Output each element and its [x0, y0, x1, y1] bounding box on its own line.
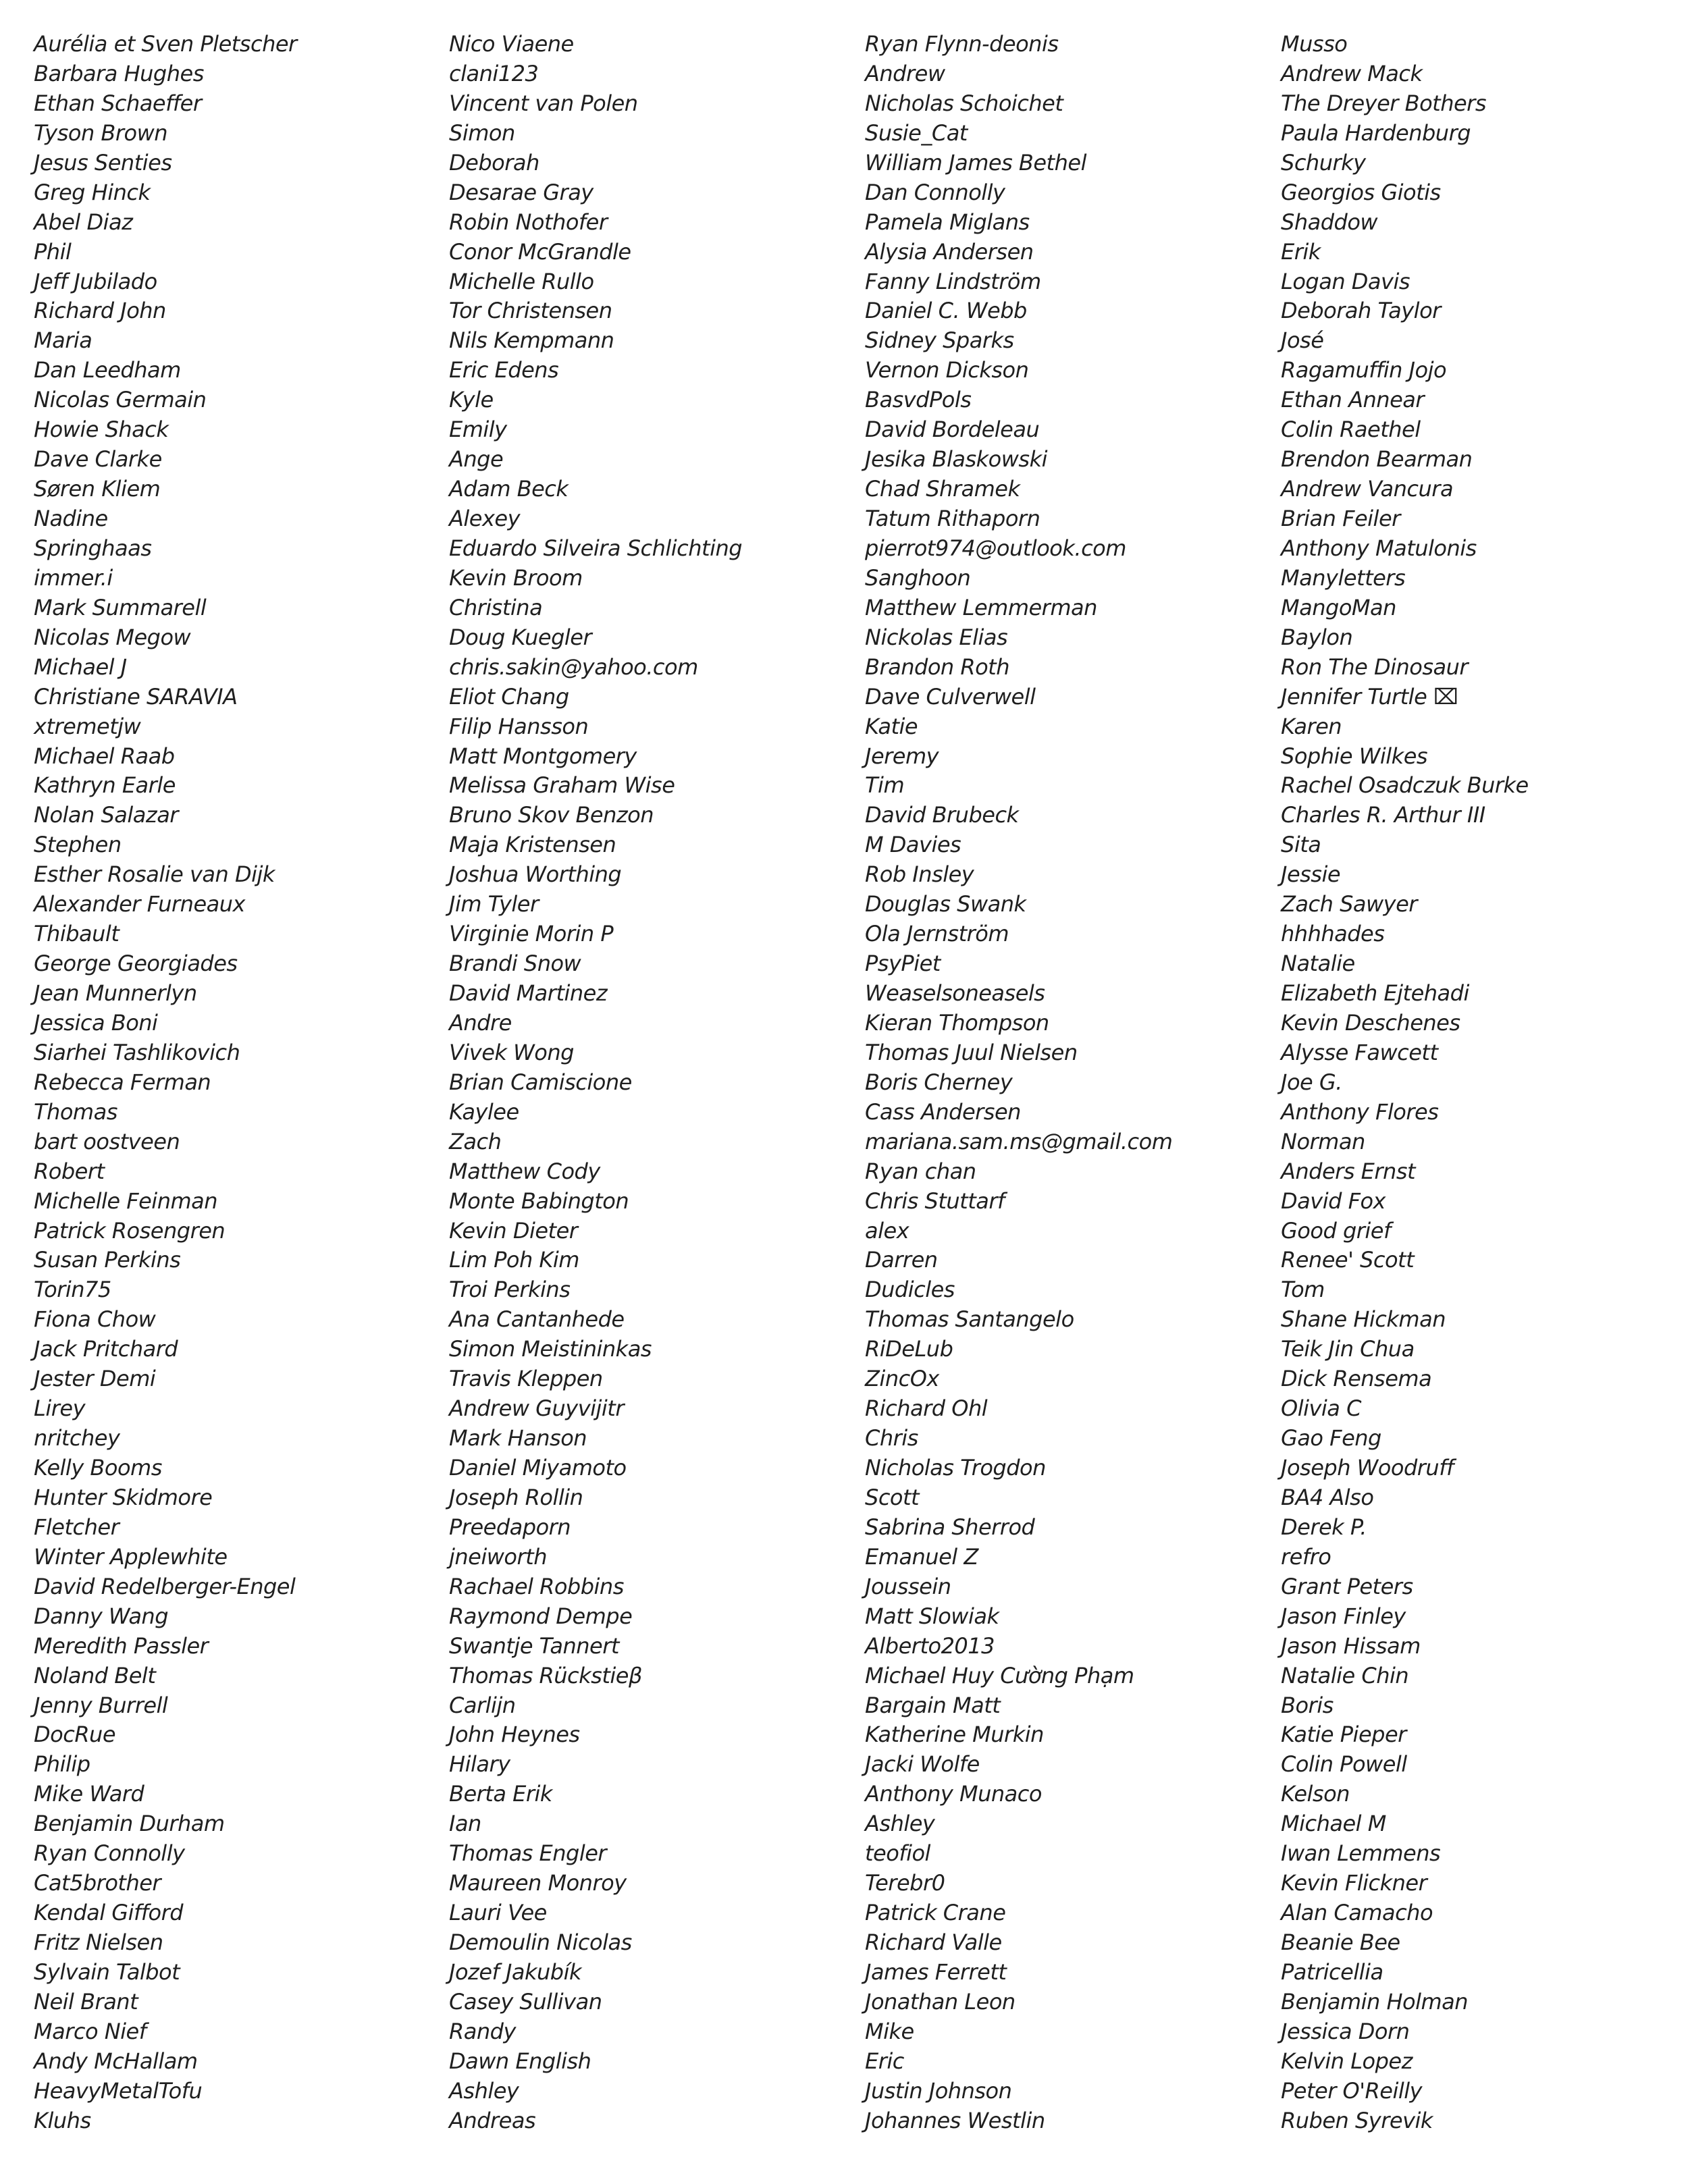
name-list-item: Marco Nief — [34, 2018, 147, 2044]
name-list-item: Springhaas — [34, 535, 152, 561]
name-list-item: Phil — [34, 238, 72, 265]
name-list-item: Ron The Dinosaur — [1281, 654, 1469, 680]
name-list-item: Fanny Lindström — [865, 268, 1041, 294]
name-list-item: Zach Sawyer — [1281, 891, 1417, 917]
name-list-item: Anthony Flores — [1281, 1098, 1439, 1125]
name-list-item: Richard John — [34, 298, 166, 324]
name-list-item: Kieran Thompson — [865, 1009, 1049, 1036]
name-list-item: Barbara Hughes — [34, 60, 204, 86]
name-list-item: Michael Raab — [34, 743, 175, 769]
name-list-item: Scott — [865, 1484, 920, 1510]
name-list-item: Matthew Lemmerman — [865, 594, 1097, 620]
name-list-item: Jesika Blaskowski — [865, 446, 1047, 473]
name-list-item: Olivia C — [1281, 1395, 1361, 1422]
name-list-item: Dawn English — [449, 2048, 591, 2074]
name-list-item: Fletcher — [34, 1514, 120, 1540]
name-list-item: Alysia Andersen — [865, 238, 1034, 265]
name-list-item: Sidney Sparks — [865, 327, 1014, 354]
name-list-item: Preedaporn — [449, 1514, 571, 1540]
name-list-item: The Dreyer Bothers — [1281, 90, 1486, 116]
name-list-item: Kelvin Lopez — [1281, 2048, 1413, 2074]
name-list-item: Jennifer Turtle ⌧ — [1281, 683, 1458, 710]
name-list-item: Logan Davis — [1281, 268, 1410, 294]
name-list-item: Vivek Wong — [449, 1039, 574, 1065]
name-list-item: Deborah — [449, 149, 539, 176]
name-list-item: Ola Jernström — [865, 921, 1009, 947]
name-list-item: Alysse Fawcett — [1281, 1039, 1438, 1065]
name-list-item: BA4 Also — [1281, 1484, 1374, 1510]
name-list-item: Douglas Swank — [865, 891, 1026, 917]
name-list-item: Matthew Cody — [449, 1158, 600, 1184]
name-list-item: Elizabeth Ejtehadi — [1281, 980, 1469, 1006]
name-list-item: Jonathan Leon — [865, 1988, 1016, 2015]
name-list-item: Alan Camacho — [1281, 1900, 1433, 1926]
name-list-item: Søren Kliem — [34, 476, 161, 502]
name-list-item: Chris — [865, 1425, 918, 1451]
name-list-item: Teik Jin Chua — [1281, 1336, 1415, 1362]
name-list-item: Boris — [1281, 1692, 1334, 1718]
name-list-item: Christina — [449, 594, 543, 620]
name-list-item: Kluhs — [34, 2107, 91, 2133]
name-list-item: Lauri Vee — [449, 1900, 547, 1926]
name-list-item: Charles R. Arthur III — [1281, 802, 1485, 828]
name-list-item: Jessica Boni — [34, 1009, 158, 1036]
name-list-item: Mark Summarell — [34, 594, 207, 620]
name-list-item: Siarhei Tashlikovich — [34, 1039, 240, 1065]
name-list-item: Kendal Gifford — [34, 1900, 184, 1926]
name-list-item: Eric — [865, 2048, 904, 2074]
name-list-item: Jean Munnerlyn — [34, 980, 197, 1006]
name-list-item: Grant Peters — [1281, 1573, 1413, 1599]
name-list-item: Susie_Cat — [865, 119, 968, 146]
name-list-item: Alexey — [449, 506, 521, 531]
name-list-item: Andy McHallam — [34, 2048, 198, 2074]
name-list-item: Renee' Scott — [1281, 1247, 1415, 1273]
name-list-item: Nolan Salazar — [34, 802, 178, 828]
name-list-item: Philip — [34, 1751, 90, 1778]
name-list-item: bart oostveen — [34, 1128, 180, 1154]
name-list-item: Darren — [865, 1247, 938, 1273]
name-list-item: Kaylee — [449, 1098, 519, 1125]
name-list-item: Tatum Rithaporn — [865, 506, 1040, 531]
name-list-item: Natalie — [1281, 951, 1355, 977]
name-list-item: Fritz Nielsen — [34, 1929, 163, 1955]
name-list-item: immer.i — [34, 564, 113, 591]
name-list-item: Schurky — [1281, 149, 1366, 176]
name-list-item: Nicolas Megow — [34, 624, 191, 650]
name-list-item: Lirey — [34, 1395, 85, 1422]
name-list-item: Torin75 — [34, 1277, 111, 1303]
name-list-item: Danny Wang — [34, 1603, 169, 1629]
name-list-item: Jason Hissam — [1281, 1632, 1421, 1659]
name-list-item: Cat5brother — [34, 1870, 161, 1896]
name-list-item: Boris Cherney — [865, 1069, 1013, 1095]
name-list-item: Dan Connolly — [865, 179, 1005, 205]
name-list-item: Justin Johnson — [865, 2077, 1012, 2104]
name-list-item: Andreas — [449, 2107, 536, 2133]
name-list-item: Mike — [865, 2018, 914, 2044]
name-list-item: Bruno Skov Benzon — [449, 802, 654, 828]
name-list-item: Vernon Dickson — [865, 357, 1029, 383]
name-list-item: Lim Poh Kim — [449, 1247, 579, 1273]
name-list-item: Melissa Graham Wise — [449, 772, 675, 799]
name-list-item: David Martinez — [449, 980, 608, 1006]
name-list-item: Ashley — [865, 1811, 935, 1837]
name-list-item: Gao Feng — [1281, 1425, 1381, 1451]
name-list-item: Jessie — [1281, 861, 1341, 888]
name-list-item: Musso — [1281, 31, 1348, 57]
name-list-item: Colin Powell — [1281, 1751, 1407, 1778]
name-list-item: teofiol — [865, 1840, 930, 1867]
name-list-item: Kevin Deschenes — [1281, 1009, 1460, 1036]
name-list-item: Matt Montgomery — [449, 743, 637, 769]
name-list-item: Eduardo Silveira Schlichting — [449, 535, 743, 561]
name-list-item: Jenny Burrell — [34, 1692, 168, 1718]
name-list-item: Ragamuffin Jojo — [1281, 357, 1447, 383]
name-list-item: Ruben Syrevik — [1281, 2107, 1433, 2133]
name-list-item: Jeff Jubilado — [34, 268, 157, 294]
name-list-item: Demoulin Nicolas — [449, 1929, 632, 1955]
name-list-item: Berta Erik — [449, 1781, 552, 1807]
name-list-item: HeavyMetalTofu — [34, 2077, 203, 2104]
name-list-item: Weaselsoneasels — [865, 980, 1045, 1006]
name-list-item: Simon Meistininkas — [449, 1336, 652, 1362]
name-list-item: Richard Ohl — [865, 1395, 988, 1422]
name-column-2 — [449, 30, 827, 2136]
name-list-item: Stephen — [34, 832, 122, 858]
name-list-item: Susan Perkins — [34, 1247, 181, 1273]
name-list-item: Rob Insley — [865, 861, 974, 888]
name-list-item: Jeremy — [865, 743, 939, 769]
name-list-item: David Brubeck — [865, 802, 1019, 828]
name-list-item: Noland Belt — [34, 1662, 156, 1688]
name-list-item: Rachael Robbins — [449, 1573, 624, 1599]
name-list-item: Benjamin Durham — [34, 1811, 225, 1837]
name-list-item: Maria — [34, 327, 93, 354]
name-list-item: Ana Cantanhede — [449, 1306, 625, 1333]
name-list-item: Abel Diaz — [34, 209, 133, 235]
name-list-item: Kevin Dieter — [449, 1217, 578, 1244]
name-list-item: David Redelberger-Engel — [34, 1573, 296, 1599]
name-list-item: Nicholas Trogdon — [865, 1455, 1046, 1481]
name-list-item: clani123 — [449, 60, 539, 86]
name-list-item: Daniel Miyamoto — [449, 1455, 627, 1481]
name-list-item: Rebecca Ferman — [34, 1069, 211, 1095]
name-list-item: Nickolas Elias — [865, 624, 1008, 650]
name-column-1 — [34, 30, 412, 2136]
name-list-item: Ethan Annear — [1281, 387, 1425, 413]
name-list-item: Jozef Jakubík — [449, 1959, 582, 1985]
name-list-item: MangoMan — [1281, 594, 1396, 620]
name-list-item: M Davies — [865, 832, 961, 858]
name-list-item: Dudicles — [865, 1277, 955, 1303]
name-list-item: Shaddow — [1281, 209, 1378, 235]
name-list-item: Peter O'Reilly — [1281, 2077, 1423, 2104]
name-list-item: Matt Slowiak — [865, 1603, 999, 1629]
name-list-item: Jason Finley — [1281, 1603, 1406, 1629]
name-list-item: Sabrina Sherrod — [865, 1514, 1035, 1540]
name-list-item: Richard Valle — [865, 1929, 1002, 1955]
name-list-item: Robert — [34, 1158, 105, 1184]
name-list-item: James Ferrett — [865, 1959, 1007, 1985]
name-list-item: Joe G. — [1281, 1069, 1342, 1095]
name-list-item: Thomas Rückstieβ — [449, 1662, 642, 1688]
name-list-item: Kyle — [449, 387, 494, 413]
name-list-item: Tor Christensen — [449, 298, 612, 324]
name-list-item: Deborah Taylor — [1281, 298, 1441, 324]
name-list-item: Simon — [449, 119, 515, 146]
name-list-item: Georgios Giotis — [1281, 179, 1441, 205]
name-list-item: Sylvain Talbot — [34, 1959, 180, 1985]
name-list-item: Neil Brant — [34, 1988, 138, 2015]
name-list-item: Thomas Juul Nielsen — [865, 1039, 1078, 1065]
name-list-item: Daniel C. Webb — [865, 298, 1027, 324]
name-list-item: Jester Demi — [34, 1366, 156, 1392]
name-list-item: Aurélia et Sven Pletscher — [34, 31, 297, 57]
name-list-item: Brian Feiler — [1281, 506, 1400, 531]
name-list-item: Greg Hinck — [34, 179, 151, 205]
name-list-item: mariana.sam.ms@gmail.com — [865, 1128, 1173, 1154]
name-list-item: Shane Hickman — [1281, 1306, 1446, 1333]
name-list-item: Erik — [1281, 238, 1321, 265]
name-list-item: Rachel Osadczuk Burke — [1281, 772, 1529, 799]
name-list-item: Emanuel Z — [865, 1543, 978, 1570]
name-list-item: Winter Applewhite — [34, 1543, 228, 1570]
name-list-item: Manyletters — [1281, 564, 1406, 591]
name-list-item: Andrew Vancura — [1281, 476, 1454, 502]
name-list-item: Robin Nothofer — [449, 209, 608, 235]
name-list-item: Baylon — [1281, 624, 1353, 650]
name-list-item: Patricellia — [1281, 1959, 1383, 1985]
name-list-item: Thibault — [34, 921, 120, 947]
name-list-item: Michelle Feinman — [34, 1188, 218, 1214]
name-list-item: Andrew Guyvijitr — [449, 1395, 624, 1422]
name-column-4 — [1281, 30, 1659, 2136]
name-list-item: Kelly Booms — [34, 1455, 162, 1481]
name-list-item: Beanie Bee — [1281, 1929, 1400, 1955]
name-list-item: Andre — [449, 1009, 512, 1036]
name-list-item: Iwan Lemmens — [1281, 1840, 1441, 1867]
name-list-item: nritchey — [34, 1425, 120, 1451]
name-list-item: Chris Stuttarf — [865, 1188, 1005, 1214]
name-list-item: Derek P. — [1281, 1514, 1367, 1540]
name-list-item: Randy — [449, 2018, 516, 2044]
name-list-item: Brandi Snow — [449, 951, 581, 977]
name-list-item: Andrew — [865, 60, 945, 86]
name-list-item: BasvdPols — [865, 387, 972, 413]
name-list-item: Tim — [865, 772, 905, 799]
name-list-item: Mark Hanson — [449, 1425, 587, 1451]
name-list-item: Michelle Rullo — [449, 268, 594, 294]
name-list-item: Thomas Santangelo — [865, 1306, 1074, 1333]
name-list-item: Travis Kleppen — [449, 1366, 603, 1392]
name-list-item: Nicholas Schoichet — [865, 90, 1063, 116]
name-list-item: Ashley — [449, 2077, 519, 2104]
name-list-item: Michael J — [34, 654, 127, 680]
name-list-item: Terebr0 — [865, 1870, 945, 1896]
name-list-item: Brandon Roth — [865, 654, 1009, 680]
name-list-item: Bargain Matt — [865, 1692, 1001, 1718]
name-list-item: Conor McGrandle — [449, 238, 631, 265]
name-list-item: Mike Ward — [34, 1781, 144, 1807]
name-list-item: Michael Huy Cường Phạm — [865, 1662, 1134, 1688]
name-column-3 — [865, 30, 1270, 2136]
name-list-item: Sophie Wilkes — [1281, 743, 1428, 769]
name-list-item: jneiworth — [449, 1543, 547, 1570]
name-list-item: Zach — [449, 1128, 502, 1154]
name-list-item: Dave Clarke — [34, 446, 162, 473]
name-list-item: Maureen Monroy — [449, 1870, 627, 1896]
name-list-item: George Georgiades — [34, 951, 238, 977]
name-list-item: Ryan Flynn-deonis — [865, 31, 1059, 57]
name-list-item: xtremetjw — [34, 713, 141, 739]
name-list-item: chris.sakin@yahoo.com — [449, 654, 698, 680]
name-list-item: RiDeLub — [865, 1336, 953, 1362]
name-list-item: Nicolas Germain — [34, 387, 207, 413]
name-list-item: refro — [1281, 1543, 1331, 1570]
name-list-item: Paula Hardenburg — [1281, 119, 1471, 146]
name-list-item: Jessica Dorn — [1281, 2018, 1410, 2044]
name-list-item: Raymond Dempe — [449, 1603, 633, 1629]
name-list-item: David Bordeleau — [865, 417, 1040, 443]
name-list-item: Monte Babington — [449, 1188, 629, 1214]
name-list-item: PsyPiet — [865, 951, 941, 977]
name-list-item: William James Bethel — [865, 149, 1086, 176]
name-list-item: pierrot974@outlook.com — [865, 535, 1126, 561]
name-list-item: John Heynes — [449, 1722, 580, 1748]
name-list-item: Swantje Tannert — [449, 1632, 619, 1659]
name-list-item: Thomas — [34, 1098, 117, 1125]
name-list-item: Sanghoon — [865, 564, 971, 591]
name-list-item: Jesus Senties — [34, 149, 172, 176]
name-list-item: Sita — [1281, 832, 1321, 858]
name-list-item: Vincent van Polen — [449, 90, 638, 116]
name-list-item: Tom — [1281, 1277, 1325, 1303]
name-list-item: Alexander Furneaux — [34, 891, 245, 917]
name-list-item: Maja Kristensen — [449, 832, 616, 858]
name-list-item: Anders Ernst — [1281, 1158, 1416, 1184]
name-list-item: Ethan Schaeffer — [34, 90, 202, 116]
name-list-item: Nadine — [34, 506, 108, 531]
name-list-item: Esther Rosalie van Dijk — [34, 861, 275, 888]
name-list-item: Thomas Engler — [449, 1840, 607, 1867]
name-list-item: Cass Andersen — [865, 1098, 1021, 1125]
name-list-item: Kathryn Earle — [34, 772, 176, 799]
name-list-item: Brendon Bearman — [1281, 446, 1473, 473]
name-list-item: Jim Tyler — [449, 891, 539, 917]
name-list-item: Fiona Chow — [34, 1306, 156, 1333]
name-list-item: Jacki Wolfe — [865, 1751, 980, 1778]
name-list-item: Patrick Rosengren — [34, 1217, 226, 1244]
name-list-item: Eliot Chang — [449, 683, 569, 710]
name-list-item: José — [1281, 327, 1324, 354]
name-list-item: Ian — [449, 1811, 481, 1837]
name-list-item: Troi Perkins — [449, 1277, 571, 1303]
name-list-item: Katie Pieper — [1281, 1722, 1406, 1748]
name-list-item: Alberto2013 — [865, 1632, 995, 1659]
name-list-item: Hunter Skidmore — [34, 1484, 213, 1510]
name-list-item: Doug Kuegler — [449, 624, 592, 650]
name-list-item: Natalie Chin — [1281, 1662, 1409, 1688]
name-list-item: Benjamin Holman — [1281, 1988, 1469, 2015]
name-list-item: hhhhades — [1281, 921, 1385, 947]
name-list-item: Patrick Crane — [865, 1900, 1006, 1926]
name-list-item: Tyson Brown — [34, 119, 168, 146]
name-list-item: Meredith Passler — [34, 1632, 209, 1659]
name-list-item: Norman — [1281, 1128, 1365, 1154]
name-list-item: Kelson — [1281, 1781, 1350, 1807]
name-list-item: Nils Kempmann — [449, 327, 614, 354]
name-list-item: Jack Pritchard — [34, 1336, 178, 1362]
name-list-item: Katherine Murkin — [865, 1722, 1044, 1748]
name-list-item: DocRue — [34, 1722, 116, 1748]
name-list-item: Ryan chan — [865, 1158, 976, 1184]
name-list-item: Joseph Woodruff — [1281, 1455, 1454, 1481]
name-list-item: Chad Shramek — [865, 476, 1020, 502]
name-list-item: Carlijn — [449, 1692, 516, 1718]
name-list-item: Eric Edens — [449, 357, 559, 383]
name-list-item: Filip Hansson — [449, 713, 589, 739]
name-list-item: Desarae Gray — [449, 179, 594, 205]
name-list-item: alex — [865, 1217, 909, 1244]
name-list-item: Nico Viaene — [449, 31, 574, 57]
name-list-item: Good grief — [1281, 1217, 1391, 1244]
name-list-item: David Fox — [1281, 1188, 1386, 1214]
name-list-item: Joseph Rollin — [449, 1484, 583, 1510]
name-list-item: Ryan Connolly — [34, 1840, 185, 1867]
name-list-item: Dick Rensema — [1281, 1366, 1432, 1392]
name-list-item: Howie Shack — [34, 417, 169, 443]
name-list-item: Hilary — [449, 1751, 510, 1778]
name-list-item: Anthony Munaco — [865, 1781, 1042, 1807]
name-list-item: Adam Beck — [449, 476, 569, 502]
name-list-item: Pamela Miglans — [865, 209, 1030, 235]
name-list-item: Katie — [865, 713, 918, 739]
name-list-item: Virginie Morin P — [449, 921, 614, 947]
name-list-item: Kevin Broom — [449, 564, 583, 591]
name-list-item: Dave Culverwell — [865, 683, 1036, 710]
name-list-item: Christiane SARAVIA — [34, 683, 238, 710]
name-list-item: Joussein — [865, 1573, 951, 1599]
name-list-item: Brian Camiscione — [449, 1069, 632, 1095]
name-list-item: Anthony Matulonis — [1281, 535, 1477, 561]
name-list-item: ZincOx — [865, 1366, 939, 1392]
name-list-item: Karen — [1281, 713, 1342, 739]
name-list-item: Kevin Flickner — [1281, 1870, 1427, 1896]
name-list-item: Casey Sullivan — [449, 1988, 602, 2015]
name-list-item: Johannes Westlin — [865, 2107, 1045, 2133]
name-list-item: Andrew Mack — [1281, 60, 1423, 86]
name-list-item: Ange — [449, 446, 504, 473]
name-list-item: Emily — [449, 417, 507, 443]
name-list-item: Joshua Worthing — [449, 861, 622, 888]
name-list-item: Colin Raethel — [1281, 417, 1421, 443]
name-list-item: Michael M — [1281, 1811, 1386, 1837]
name-list-item: Dan Leedham — [34, 357, 181, 383]
